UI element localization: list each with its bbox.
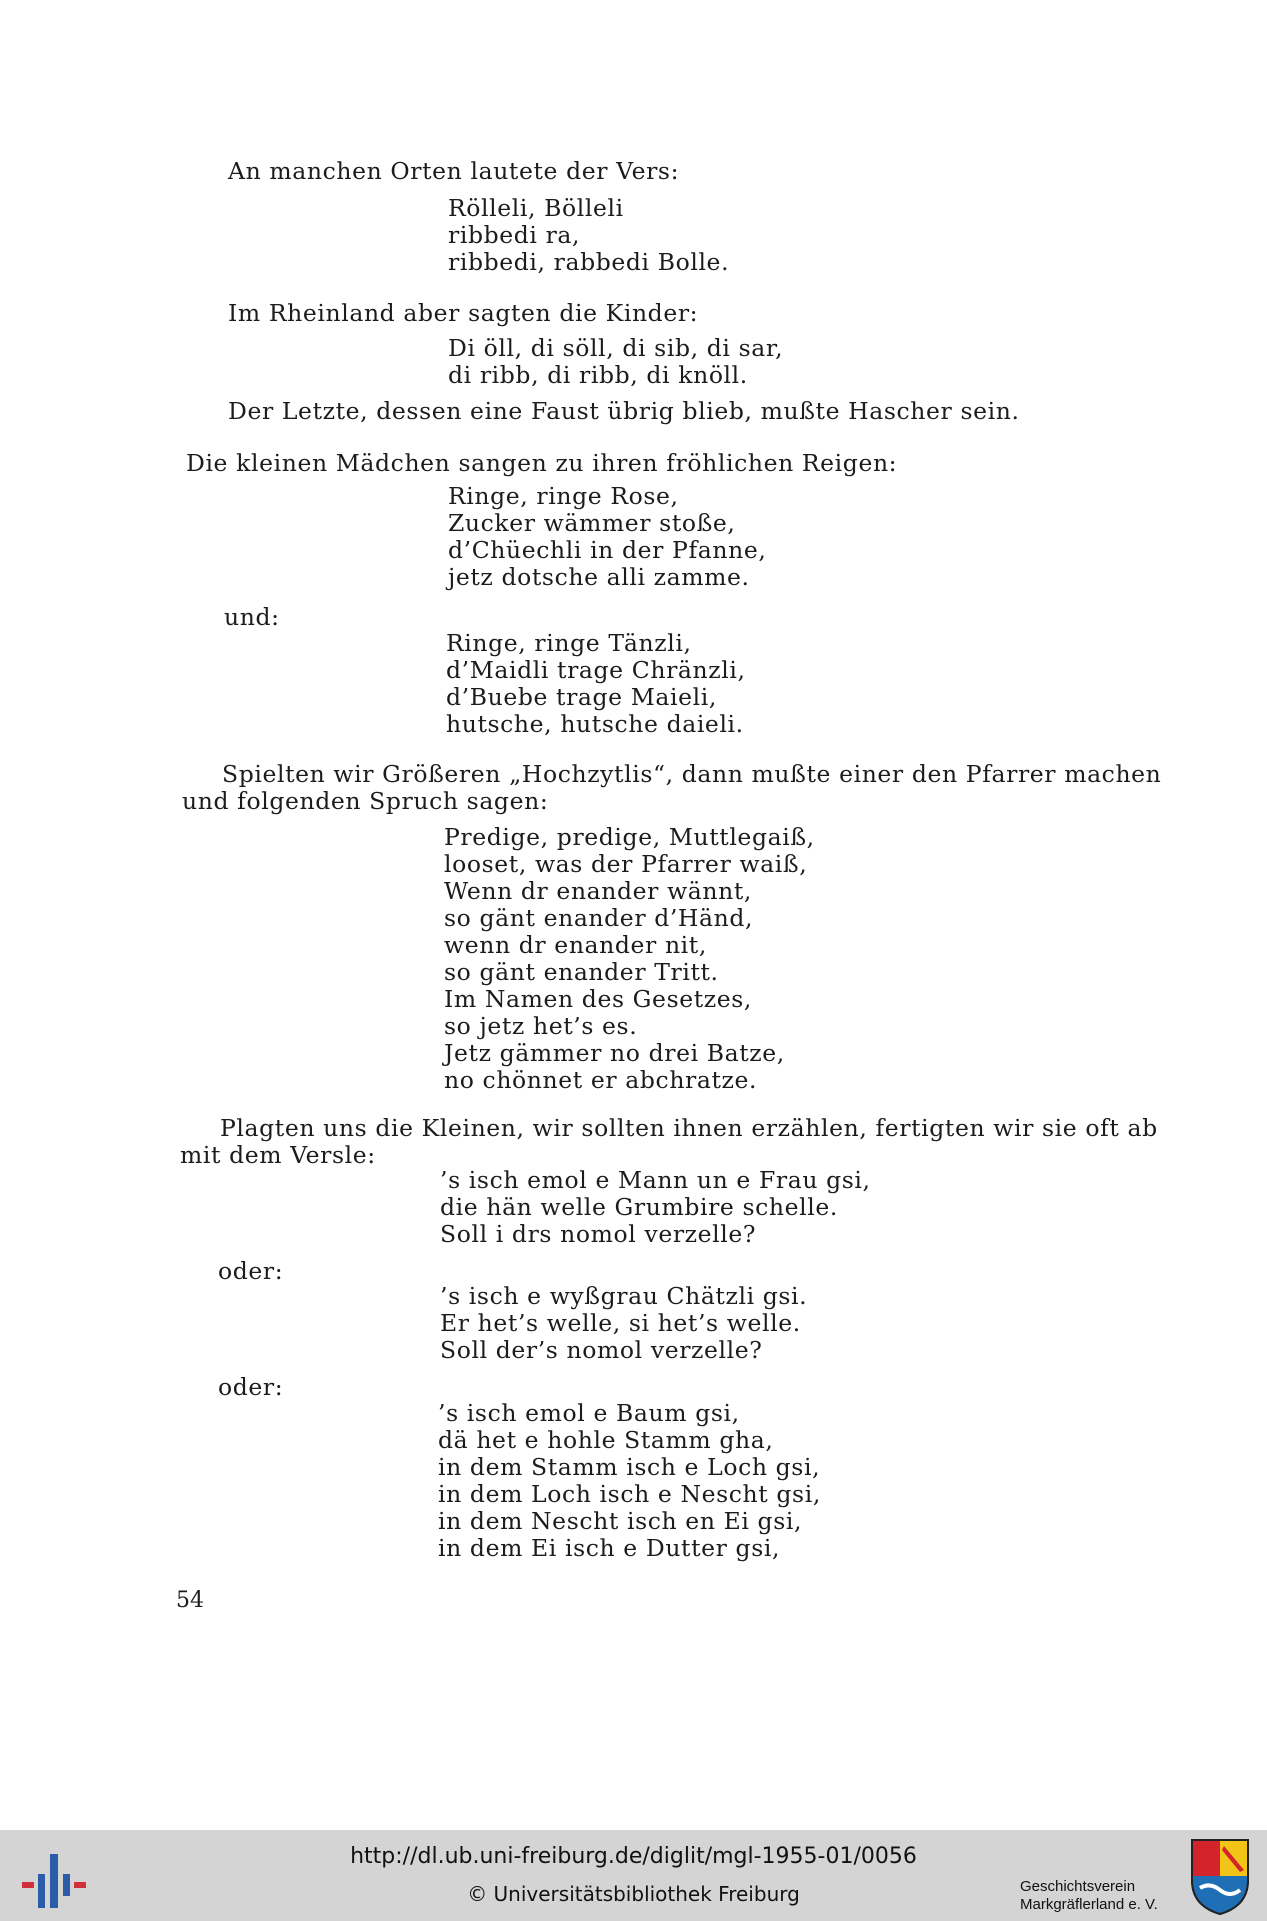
verse-6 (440, 1167, 871, 1248)
verse-line: ’s isch emol e Mann un e Frau gsi, (440, 1166, 871, 1194)
verse-line: d’Buebe trage Maieli, (446, 683, 717, 711)
verse-line: Ringe, ringe Tänzli, (446, 629, 692, 657)
verse-line: hutsche, hutsche daieli. (446, 710, 744, 738)
paragraph-2-line-2: und folgenden Spruch sagen: (182, 787, 549, 815)
verse-line: Soll i drs nomol verzelle? (440, 1220, 757, 1248)
verse-line: so gänt enander d’Händ, (444, 904, 754, 932)
verse-line: in dem Stamm isch e Loch gsi, (438, 1453, 821, 1481)
verse-line: ’s isch e wyßgrau Chätzli gsi. (440, 1282, 808, 1310)
verse-line: d’Maidli trage Chränzli, (446, 656, 746, 684)
verse-line: Ringe, ringe Rose, (448, 482, 679, 510)
verse-line: Rölleli, Bölleli (448, 194, 624, 222)
verse-line: ribbedi, rabbedi Bolle. (448, 248, 730, 276)
verse-line: Predige, predige, Muttlegaiß, (444, 823, 815, 851)
document-url-link[interactable]: http://dl.ub.uni-freiburg.de/diglit/mgl-1955-01/0056 (350, 1844, 917, 1869)
verse-5 (444, 824, 815, 1094)
copyright-text: © Universitätsbibliothek Freiburg (467, 1882, 800, 1906)
verse-line: wenn dr enander nit, (444, 931, 707, 959)
verse-line: so jetz het’s es. (444, 1012, 638, 1040)
page-number: 54 (176, 1588, 204, 1613)
intro-line-1: An manchen Orten lautete der Vers: (228, 157, 680, 185)
verse-line: Er het’s welle, si het’s welle. (440, 1309, 801, 1337)
oder-label-2: oder: (218, 1373, 284, 1401)
paragraph-3-line-1: Plagten uns die Kleinen, wir sollten ihnen erzählen, fertigten wir sie oft ab (220, 1114, 1158, 1142)
society-line-2: Markgräflerland e. V. (1020, 1896, 1158, 1913)
verse-line: in dem Nescht isch en Ei gsi, (438, 1507, 803, 1535)
verse-line: so gänt enander Tritt. (444, 958, 719, 986)
society-name (1020, 1878, 1158, 1914)
verse-line: no chönnet er abchratze. (444, 1066, 758, 1094)
verse-line: in dem Loch isch e Nescht gsi, (438, 1480, 821, 1508)
verse-line: Zucker wämmer stoße, (448, 509, 736, 537)
verse-line: ribbedi ra, (448, 221, 581, 249)
paragraph-3-line-2: mit dem Versle: (180, 1141, 376, 1169)
paragraph-2-line-1: Spielten wir Größeren „Hochzytlis“, dann mußte einer den Pfarrer machen (222, 760, 1162, 788)
verse-3 (448, 483, 766, 591)
verse-line: die hän welle Grumbire schelle. (440, 1193, 838, 1221)
verse-line: Jetz gämmer no drei Batze, (444, 1039, 785, 1067)
verse-line: dä het e hohle Stamm gha, (438, 1426, 774, 1454)
intro-line-3: Die kleinen Mädchen sangen zu ihren fröhlichen Reigen: (186, 449, 898, 477)
footer-bar (0, 1830, 1267, 1921)
coat-of-arms-icon (1188, 1836, 1252, 1916)
verse-8 (438, 1400, 821, 1562)
verse-2 (448, 335, 783, 389)
verse-line: d’Chüechli in der Pfanne, (448, 536, 767, 564)
verse-line: Im Namen des Gesetzes, (444, 985, 752, 1013)
verse-7 (440, 1283, 807, 1364)
verse-line: Wenn dr enander wännt, (444, 877, 752, 905)
verse-line: Soll der’s nomol verzelle? (440, 1336, 763, 1364)
verse-line: jetz dotsche alli zamme. (448, 563, 750, 591)
verse-4 (446, 630, 746, 738)
intro-line-2: Im Rheinland aber sagten die Kinder: (228, 299, 699, 327)
verse-line: di ribb, di ribb, di knöll. (448, 361, 748, 389)
oder-label-1: oder: (218, 1257, 284, 1285)
verse-line: in dem Ei isch e Dutter gsi, (438, 1534, 781, 1562)
paragraph-1: Der Letzte, dessen eine Faust übrig blieb, mußte Hascher sein. (228, 397, 1020, 425)
verse-line: Di öll, di söll, di sib, di sar, (448, 334, 784, 362)
verse-1 (448, 195, 729, 276)
society-line-1: Geschichtsverein (1020, 1878, 1136, 1895)
verse-line: looset, was der Pfarrer waiß, (444, 850, 808, 878)
verse-line: ’s isch emol e Baum gsi, (438, 1399, 740, 1427)
und-label: und: (224, 603, 280, 631)
